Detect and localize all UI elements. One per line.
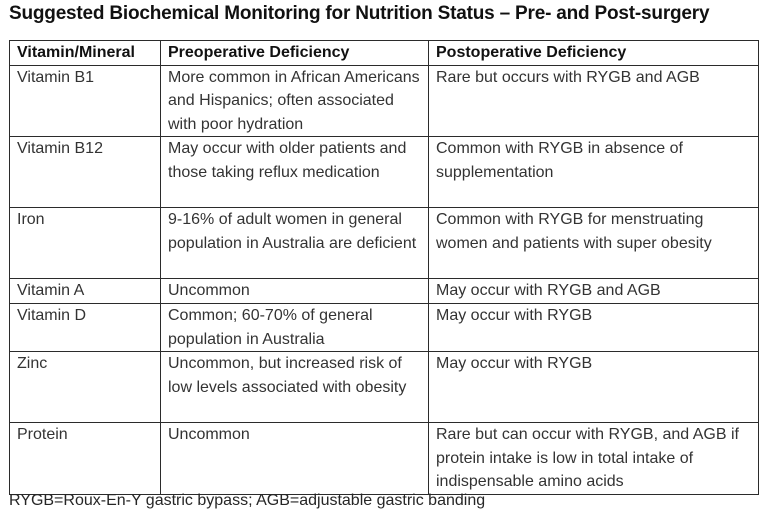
table-header-row xyxy=(10,41,759,66)
header-postoperative-deficiency: Postoperative Deficiency xyxy=(429,41,759,66)
cell-preoperative: Common; 60-70% of general population in Australia xyxy=(161,303,429,351)
cell-postoperative: Common with RYGB in absence of supplementation xyxy=(429,137,759,208)
abbreviations-footnote: RYGB=Roux-En-Y gastric bypass; AGB=adjustable gastric banding xyxy=(9,492,486,509)
header-preoperative-deficiency: Preoperative Deficiency xyxy=(161,41,429,66)
cell-postoperative: May occur with RYGB and AGB xyxy=(429,279,759,304)
cell-preoperative: More common in African Americans and Hispanics; often associated with poor hydration xyxy=(161,65,429,137)
table-row xyxy=(10,65,759,137)
cell-postoperative: Rare but occurs with RYGB and AGB xyxy=(429,65,759,137)
document-title: Suggested Biochemical Monitoring for Nutrition Status – Pre- and Post-surgery xyxy=(9,3,710,24)
cell-preoperative: May occur with older patients and those taking reflux medication xyxy=(161,137,429,208)
cell-postoperative: Common with RYGB for menstruating women and patients with super obesity xyxy=(429,208,759,279)
table-row xyxy=(10,279,759,304)
cell-preoperative: Uncommon, but increased risk of low levels associated with obesity xyxy=(161,352,429,423)
table-row xyxy=(10,303,759,351)
cell-nutrient: Vitamin B1 xyxy=(10,65,161,137)
cell-nutrient: Vitamin D xyxy=(10,303,161,351)
cell-nutrient: Iron xyxy=(10,208,161,279)
cell-postoperative: May occur with RYGB xyxy=(429,352,759,423)
cell-preoperative: Uncommon xyxy=(161,423,429,495)
cell-preoperative: Uncommon xyxy=(161,279,429,304)
cell-preoperative: 9-16% of adult women in general population in Australia are deficient xyxy=(161,208,429,279)
header-vitamin-mineral: Vitamin/Mineral xyxy=(10,41,161,66)
nutrition-monitoring-table xyxy=(9,40,759,495)
table-row xyxy=(10,423,759,495)
cell-nutrient: Vitamin B12 xyxy=(10,137,161,208)
cell-nutrient: Zinc xyxy=(10,352,161,423)
table-row xyxy=(10,137,759,208)
cell-postoperative: Rare but can occur with RYGB, and AGB if protein intake is low in total intake of indispensable amino acids xyxy=(429,423,759,495)
table-row xyxy=(10,352,759,423)
cell-nutrient: Protein xyxy=(10,423,161,495)
table-row xyxy=(10,208,759,279)
cell-nutrient: Vitamin A xyxy=(10,279,161,304)
cell-postoperative: May occur with RYGB xyxy=(429,303,759,351)
